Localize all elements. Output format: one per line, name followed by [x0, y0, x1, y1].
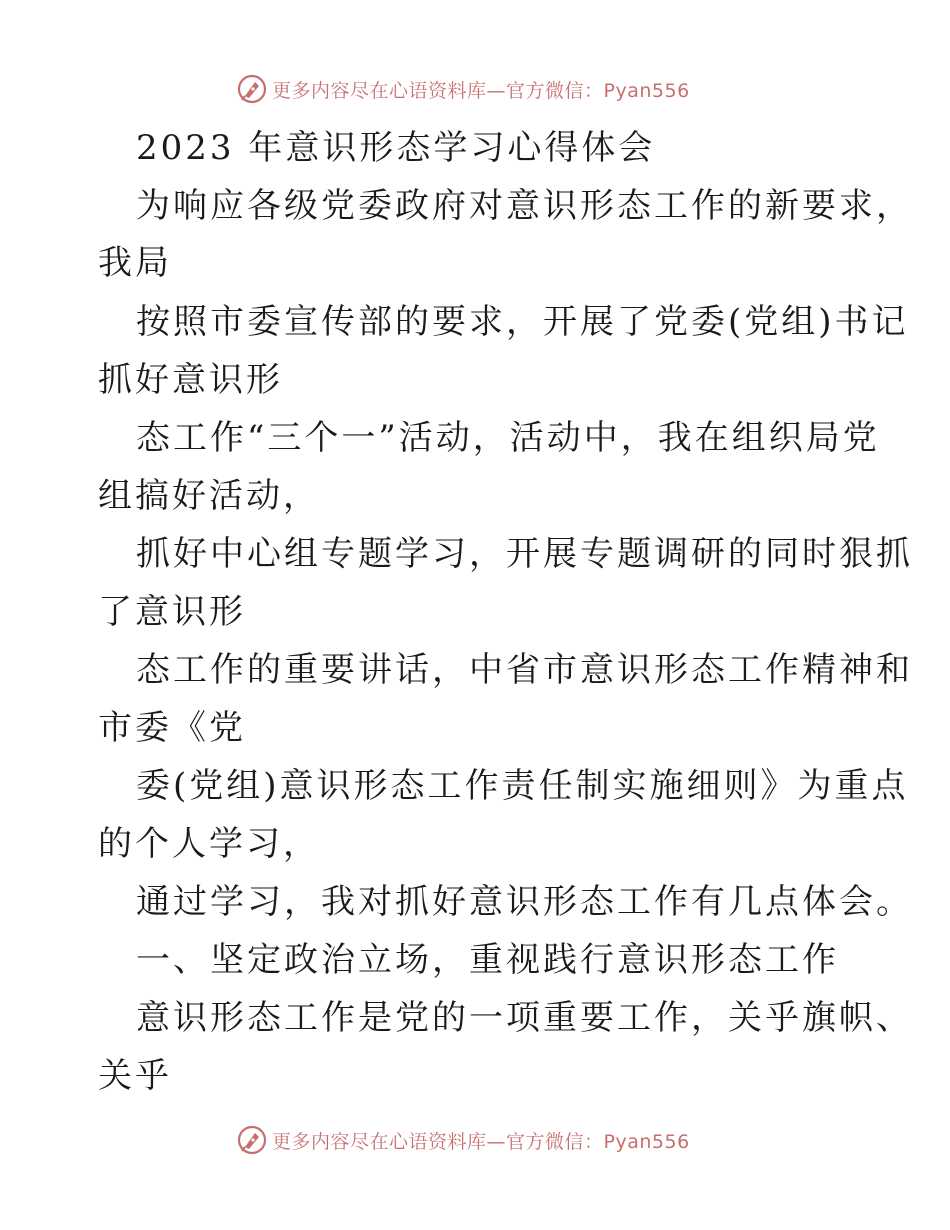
paragraph-line: 市委《党 — [98, 708, 246, 748]
document-title: 2023 年意识形态学习心得体会 — [136, 128, 656, 168]
paragraph-line: 抓好中心组专题学习，开展专题调研的同时狠抓 — [136, 534, 913, 574]
paragraph-line: 态工作的重要讲话，中省市意识形态工作精神和 — [136, 650, 913, 690]
paragraph-line: 意识形态工作是党的一项重要工作，关乎旗帜、 — [136, 998, 913, 1038]
watermark-text: 更多内容尽在心语资料库—官方微信：Pyan556 — [272, 1130, 690, 1153]
watermark-text: 更多内容尽在心语资料库—官方微信：Pyan556 — [272, 79, 690, 102]
paragraph-line: 态工作“三个一”活动，活动中，我在组织局党 — [136, 418, 880, 458]
paragraph-line: 委(党组)意识形态工作责任制实施细则》为重点 — [136, 766, 909, 806]
paragraph-line: 了意识形 — [98, 592, 246, 632]
section-heading: 一、坚定政治立场，重视践行意识形态工作 — [136, 940, 839, 980]
watermark-footer — [236, 1123, 690, 1157]
paragraph-line: 的个人学习， — [98, 824, 320, 864]
pen-nib-logo-icon — [236, 1124, 268, 1156]
paragraph-line: 抓好意识形 — [98, 360, 283, 400]
paragraph-line: 关乎 — [98, 1056, 172, 1096]
paragraph-line: 通过学习，我对抓好意识形态工作有几点体会。 — [136, 882, 913, 922]
paragraph-line: 为响应各级党委政府对意识形态工作的新要求， — [136, 186, 913, 226]
paragraph-line: 我局 — [98, 243, 172, 283]
paragraph-line: 组搞好活动， — [98, 476, 320, 516]
paragraph-line: 按照市委宣传部的要求，开展了党委(党组)书记 — [136, 302, 909, 342]
